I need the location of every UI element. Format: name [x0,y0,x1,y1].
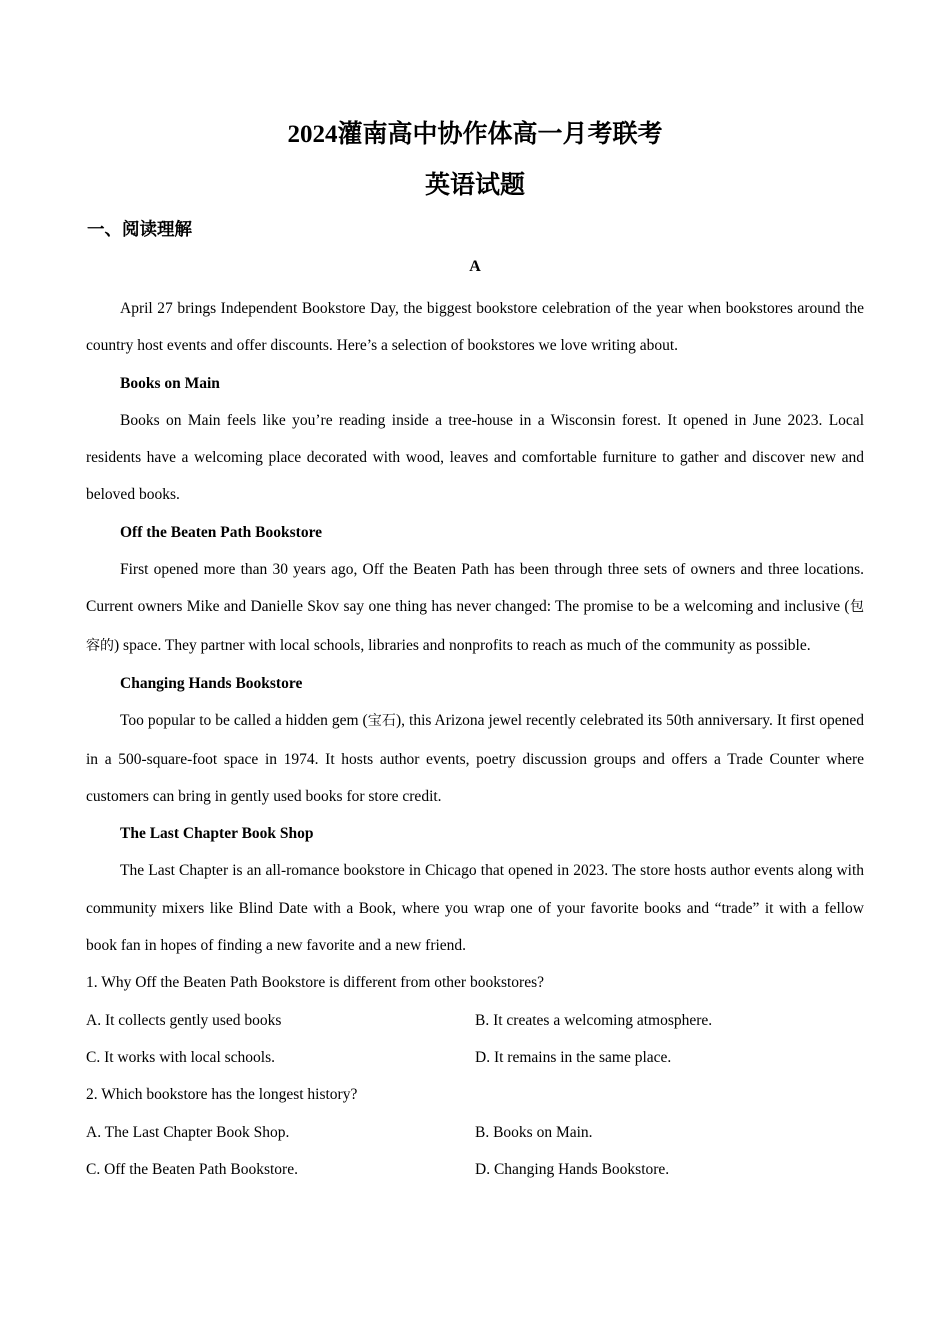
passage-intro: April 27 brings Independent Bookstore Day, the biggest bookstore celebration of the year when bookstores around the country host events and offer discounts. Here’s a selection of bookstores we love writing about. [86,300,864,355]
store-text-books-on-main: Books on Main feels like you’re reading inside a tree-house in a Wisconsin forest. It opened in June 2023. Local residents have a welcoming place decorated with wood, leaves and comfortable furniture to gather and discover new and beloved books. [86,411,864,504]
chinese-gloss: 包容的 [86,599,865,654]
question-1-option-d: D. It remains in the same place. [475,1048,672,1066]
passage-label: A [469,258,481,275]
store-text-off-the-beaten-path [86,551,864,665]
store-text-changing-hands [86,702,864,815]
section-heading: 一、阅读理解 [87,219,192,239]
question-1-option-b: B. It creates a welcoming atmosphere. [475,1011,713,1029]
exam-subject-title: 英语试题 [424,172,525,199]
question-2-option-a: A. The Last Chapter Book Shop. [86,1123,290,1141]
store-text-part: ), this Arizona jewel recently celebrated its 50th anniversary. It first opened in a 500-square-foot space in 1974. It hosts author events, poetry discussion groups and offers a Trade Counter where customers can bring in gently used books for store credit. [86,712,865,805]
store-text-part: ) space. They partner with local schools, libraries and nonprofits to reach as much of the community as possible. [114,636,811,654]
exam-title: 2024灌南高中协作体高一月考联考 [287,121,663,148]
question-2-stem: 2. Which bookstore has the longest history? [86,1086,358,1104]
store-name-changing-hands: Changing Hands Bookstore [120,674,303,692]
question-2-option-b: B. Books on Main. [475,1123,593,1141]
question-1-option-c: C. It works with local schools. [86,1048,275,1066]
store-name-off-the-beaten-path: Off the Beaten Path Bookstore [120,523,323,541]
store-text-part: First opened more than 30 years ago, Off the Beaten Path has been through three sets of owners and three locations. Current owners Mike and Danielle Skov say one thing has never changed: The promise to be a welcoming and inclusive ( [86,561,864,616]
store-text-last-chapter: The Last Chapter is an all-romance bookstore in Chicago that opened in 2023. The store hosts author events along with community mixers like Blind Date with a Book, where you wrap one of your favorite books and “trade” it with a fellow book fan in hopes of finding a new favorite and a new friend. [86,862,864,955]
store-name-last-chapter: The Last Chapter Book Shop [120,825,314,843]
store-name-books-on-main: Books on Main [120,374,220,392]
passage-content [86,290,864,1188]
question-1-options [86,1002,864,1077]
question-2-option-c: C. Off the Beaten Path Bookstore. [86,1160,298,1178]
question-1-option-a: A. It collects gently used books [86,1011,282,1029]
question-2-option-d: D. Changing Hands Bookstore. [475,1160,670,1178]
question-1-stem: 1. Why Off the Beaten Path Bookstore is different from other bookstores? [86,974,545,992]
store-text-part: Too popular to be called a hidden gem ( [120,712,368,730]
question-2-options [86,1114,864,1189]
chinese-gloss: 宝石 [367,713,397,730]
